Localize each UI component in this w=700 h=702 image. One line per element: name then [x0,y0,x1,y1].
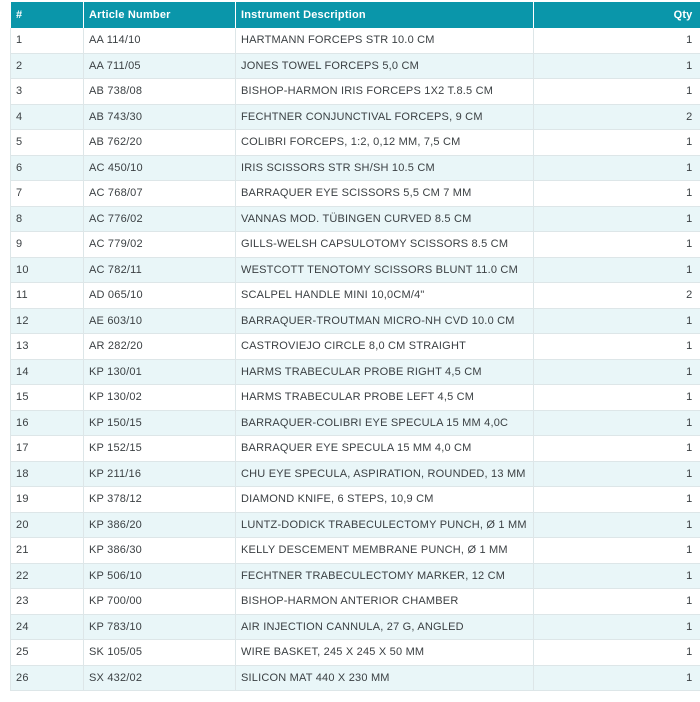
table-row [11,640,700,666]
description-cell: HARMS TRABECULAR PROBE LEFT 4,5 CM [236,385,534,411]
article-number-cell: AD 065/10 [84,283,236,309]
row-number-cell: 10 [11,257,84,283]
row-number-cell: 23 [11,589,84,615]
table-row [11,28,700,53]
qty-cell: 1 [534,181,700,207]
article-number-cell: KP 378/12 [84,487,236,513]
row-number-cell: 17 [11,436,84,462]
description-cell: BARRAQUER-COLIBRI EYE SPECULA 15 MM 4,0C [236,410,534,436]
description-cell: GILLS-WELSH CAPSULOTOMY SCISSORS 8.5 CM [236,232,534,258]
article-number-cell: KP 386/20 [84,512,236,538]
table-row [11,130,700,156]
qty-cell: 1 [534,589,700,615]
table-row [11,512,700,538]
qty-cell: 1 [534,53,700,79]
qty-cell: 1 [534,359,700,385]
qty-cell: 1 [534,461,700,487]
table-row [11,257,700,283]
description-cell: VANNAS MOD. TÜBINGEN CURVED 8.5 CM [236,206,534,232]
table-row [11,79,700,105]
article-number-cell: AC 776/02 [84,206,236,232]
description-cell: BISHOP-HARMON ANTERIOR CHAMBER [236,589,534,615]
article-number-cell: AC 450/10 [84,155,236,181]
qty-cell: 1 [534,665,700,691]
row-number-cell: 11 [11,283,84,309]
description-cell: COLIBRI FORCEPS, 1:2, 0,12 MM, 7,5 CM [236,130,534,156]
table-row [11,359,700,385]
row-number-cell: 14 [11,359,84,385]
article-number-cell: KP 700/00 [84,589,236,615]
qty-cell: 1 [534,130,700,156]
row-number-cell: 6 [11,155,84,181]
description-cell: FECHTNER TRABECULECTOMY MARKER, 12 CM [236,563,534,589]
qty-cell: 1 [534,640,700,666]
row-number-cell: 2 [11,53,84,79]
article-number-cell: AB 738/08 [84,79,236,105]
article-number-cell: AC 779/02 [84,232,236,258]
qty-cell: 1 [534,538,700,564]
table-header [11,2,700,28]
row-number-cell: 18 [11,461,84,487]
table-row [11,385,700,411]
description-cell: LUNTZ-DODICK TRABECULECTOMY PUNCH, Ø 1 MM [236,512,534,538]
article-number-cell: SK 105/05 [84,640,236,666]
table-row [11,461,700,487]
article-number-cell: KP 386/30 [84,538,236,564]
qty-cell: 1 [534,28,700,53]
table-row [11,181,700,207]
table-row [11,206,700,232]
instrument-table [10,2,700,691]
article-number-cell: KP 783/10 [84,614,236,640]
qty-cell: 1 [534,410,700,436]
description-cell: CHU EYE SPECULA, ASPIRATION, ROUNDED, 13 MM [236,461,534,487]
description-cell: FECHTNER CONJUNCTIVAL FORCEPS, 9 CM [236,104,534,130]
qty-cell: 1 [534,257,700,283]
row-number-cell: 16 [11,410,84,436]
row-number-cell: 9 [11,232,84,258]
description-cell: JONES TOWEL FORCEPS 5,0 CM [236,53,534,79]
qty-cell: 2 [534,104,700,130]
description-cell: CASTROVIEJO CIRCLE 8,0 CM STRAIGHT [236,334,534,360]
table-row [11,614,700,640]
article-number-cell: AR 282/20 [84,334,236,360]
description-cell: DIAMOND KNIFE, 6 STEPS, 10,9 CM [236,487,534,513]
table-row [11,563,700,589]
table-row [11,283,700,309]
article-number-cell: AB 743/30 [84,104,236,130]
header-cell-number: # [11,2,84,28]
qty-cell: 1 [534,512,700,538]
description-cell: BISHOP-HARMON IRIS FORCEPS 1X2 T.8.5 CM [236,79,534,105]
row-number-cell: 12 [11,308,84,334]
description-cell: BARRAQUER EYE SPECULA 15 MM 4,0 CM [236,436,534,462]
table-row [11,53,700,79]
description-cell: KELLY DESCEMENT MEMBRANE PUNCH, Ø 1 MM [236,538,534,564]
qty-cell: 1 [534,232,700,258]
row-number-cell: 1 [11,28,84,53]
article-number-cell: AA 114/10 [84,28,236,53]
description-cell: SCALPEL HANDLE MINI 10,0CM/4" [236,283,534,309]
article-number-cell: KP 130/01 [84,359,236,385]
table-row [11,104,700,130]
description-cell: BARRAQUER EYE SCISSORS 5,5 CM 7 MM [236,181,534,207]
description-cell: AIR INJECTION CANNULA, 27 G, ANGLED [236,614,534,640]
qty-cell: 1 [534,79,700,105]
row-number-cell: 25 [11,640,84,666]
table-row [11,410,700,436]
row-number-cell: 13 [11,334,84,360]
qty-cell: 1 [534,334,700,360]
qty-cell: 1 [534,206,700,232]
instrument-table-container [10,2,700,691]
table-row [11,155,700,181]
article-number-cell: AC 768/07 [84,181,236,207]
row-number-cell: 15 [11,385,84,411]
table-row [11,487,700,513]
article-number-cell: AB 762/20 [84,130,236,156]
article-number-cell: KP 150/15 [84,410,236,436]
row-number-cell: 20 [11,512,84,538]
table-row [11,308,700,334]
qty-cell: 1 [534,614,700,640]
qty-cell: 1 [534,385,700,411]
description-cell: WESTCOTT TENOTOMY SCISSORS BLUNT 11.0 CM [236,257,534,283]
description-cell: BARRAQUER-TROUTMAN MICRO-NH CVD 10.0 CM [236,308,534,334]
qty-cell: 1 [534,563,700,589]
description-cell: WIRE BASKET, 245 X 245 X 50 MM [236,640,534,666]
article-number-cell: KP 211/16 [84,461,236,487]
article-number-cell: AA 711/05 [84,53,236,79]
table-row [11,334,700,360]
article-number-cell: KP 152/15 [84,436,236,462]
row-number-cell: 19 [11,487,84,513]
description-cell: IRIS SCISSORS STR SH/SH 10.5 CM [236,155,534,181]
description-cell: SILICON MAT 440 X 230 MM [236,665,534,691]
row-number-cell: 22 [11,563,84,589]
article-number-cell: SX 432/02 [84,665,236,691]
article-number-cell: AC 782/11 [84,257,236,283]
row-number-cell: 5 [11,130,84,156]
row-number-cell: 8 [11,206,84,232]
row-number-cell: 26 [11,665,84,691]
table-row [11,665,700,691]
description-cell: HARTMANN FORCEPS STR 10.0 CM [236,28,534,53]
qty-cell: 1 [534,155,700,181]
table-body [11,28,700,691]
row-number-cell: 4 [11,104,84,130]
table-row [11,232,700,258]
header-row [11,2,700,28]
row-number-cell: 7 [11,181,84,207]
qty-cell: 2 [534,283,700,309]
qty-cell: 1 [534,487,700,513]
header-cell-instrument-description: Instrument Description [236,2,534,28]
row-number-cell: 24 [11,614,84,640]
row-number-cell: 21 [11,538,84,564]
article-number-cell: AE 603/10 [84,308,236,334]
table-row [11,436,700,462]
qty-cell: 1 [534,436,700,462]
table-row [11,538,700,564]
description-cell: HARMS TRABECULAR PROBE RIGHT 4,5 CM [236,359,534,385]
header-cell-qty: Qty [534,2,700,28]
article-number-cell: KP 130/02 [84,385,236,411]
table-row [11,589,700,615]
row-number-cell: 3 [11,79,84,105]
header-cell-article-number: Article Number [84,2,236,28]
qty-cell: 1 [534,308,700,334]
article-number-cell: KP 506/10 [84,563,236,589]
